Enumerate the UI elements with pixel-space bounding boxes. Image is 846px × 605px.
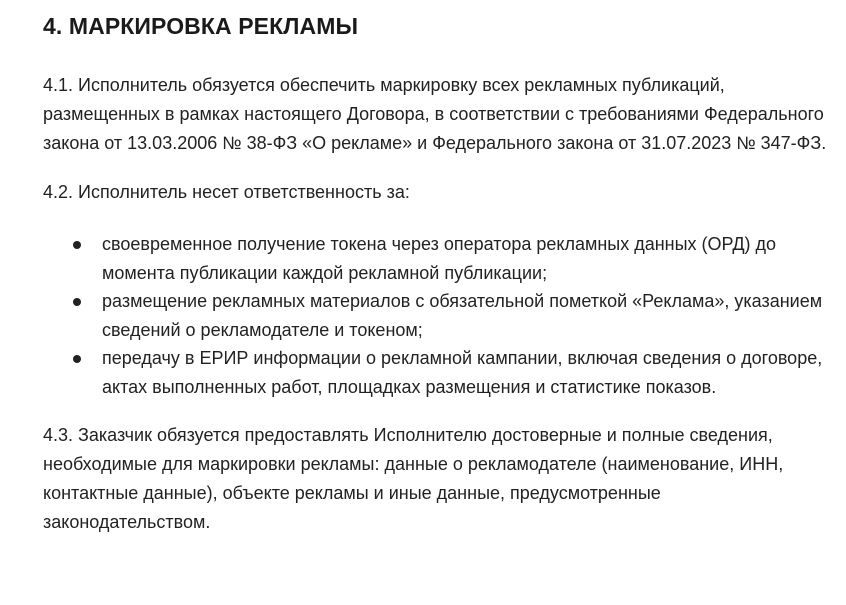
list-item-text: своевременное получение токена через оператора рекламных данных (ОРД) до момента публикации каждой рекламной публикации; xyxy=(102,234,777,283)
paragraph-4-2: 4.2. Исполнитель несет ответственность за: xyxy=(43,182,410,202)
bullet-icon xyxy=(73,241,81,249)
section-title: 4. МАРКИРОВКА РЕКЛАМЫ xyxy=(43,13,359,39)
list-item xyxy=(43,230,833,287)
bullet-icon xyxy=(73,298,81,306)
list-item xyxy=(43,287,833,344)
list-item-text: размещение рекламных материалов с обязательной пометкой «Реклама», указанием сведений о рекламодателе и токеном; xyxy=(102,291,823,340)
bullet-icon xyxy=(73,355,81,363)
paragraph-4-3: 4.3. Заказчик обязуется предоставлять Исполнителю достоверные и полные сведения, необходимые для маркировки рекламы: данные о рекламодателе (наименование, ИНН, контактные данные), объекте рекламы и иные данные, предусмотренные законодательством. xyxy=(43,425,784,532)
list-item-text: передачу в ЕРИР информации о рекламной кампании, включая сведения о договоре, актах выполненных работ, площадках размещения и статистике показов. xyxy=(102,348,823,397)
document-body xyxy=(43,9,833,537)
paragraph-4-1: 4.1. Исполнитель обязуется обеспечить маркировку всех рекламных публикаций, размещенных в рамках настоящего Договора, в соответствии с требованиями Федерального закона от 13.03.2006 № 38-ФЗ «О рекламе» и Федерального закона от 31.07.2023 № 347-ФЗ. xyxy=(43,75,827,153)
list-item xyxy=(43,344,833,401)
responsibility-list xyxy=(43,230,833,401)
